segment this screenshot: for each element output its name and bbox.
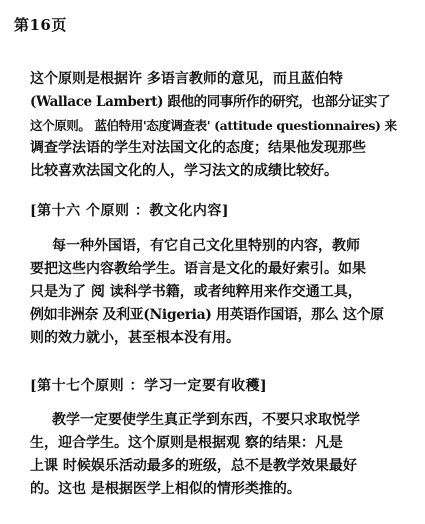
- page-header: 第16页: [14, 16, 67, 34]
- paragraph-line: 生，迎合学生。这个原则是根据观 察的结果：凡是: [30, 435, 343, 451]
- paragraph-line: 例如非洲奈 及利亚(Nigeria) 用英语作国语，那么 这个原: [30, 307, 384, 323]
- paragraph-line: 只是为了 阅 读科学书籍，或者纯粹用来作交通工具，: [30, 284, 362, 300]
- paragraph-line: 上课 时候娱乐活动最多的班级，总不是教学效果最好: [30, 458, 357, 474]
- paragraph-line: 教学一定要使学生真正学到东西，不要只求取悦学: [52, 412, 360, 428]
- paragraph-principle-17: [30, 409, 400, 501]
- paragraph-line: 要把这些内容教给学生。语言是文化的最好索引。如果: [30, 261, 366, 277]
- paragraph-line: 的。这也 是根据医学上相似的情形类推的。: [30, 481, 301, 497]
- paragraph-line: 则的效力就小，甚至根本没有用。: [30, 330, 240, 346]
- paragraph-principle-16: [30, 235, 400, 350]
- paragraph-line: (Wallace Lambert) 跟他的同事所作的研究，也部分证实了: [30, 94, 391, 110]
- section-heading-principle-17: [第十七个原则 ：学习一定要有收穫]: [30, 378, 268, 394]
- paragraph-line: 每一种外国语，有它自己文化里特别的内容，教师: [52, 238, 360, 254]
- paragraph-line: 这个原则是根据许 多语言教师的意见，而且蓝伯特: [30, 71, 343, 87]
- paragraph-line: 这个原则。 蓝伯特用'态度调查表' (attitude questionnaires) 来: [30, 118, 397, 133]
- paragraph-principle-15-continued: [30, 68, 400, 183]
- section-heading-principle-16: [第十六 个原则 ：教文化内容]: [30, 203, 229, 219]
- paragraph-line: 比较喜欢法国文化的人，学习法文的成绩比较好。: [30, 163, 338, 179]
- paragraph-line: 调查学法语的学生对法国文化的态度；结果他发现那些: [30, 140, 366, 156]
